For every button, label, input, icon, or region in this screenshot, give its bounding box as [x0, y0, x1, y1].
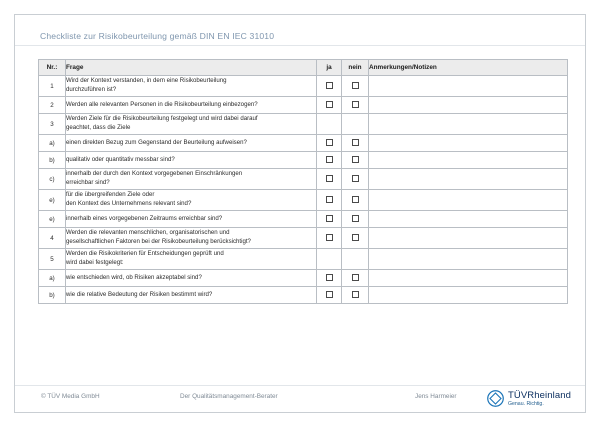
question-line: wird dabei festgelegt:: [66, 259, 124, 266]
table-header: [39, 60, 568, 76]
table-row: [39, 114, 568, 135]
row-number: 1: [39, 76, 66, 97]
cell-anmerkungen[interactable]: [369, 169, 568, 190]
table-row: [39, 211, 568, 228]
checkbox-nein[interactable]: [352, 139, 359, 146]
row-number: 3: [39, 114, 66, 135]
row-question: [66, 76, 317, 97]
cell-ja: [317, 76, 342, 97]
row-number: a): [39, 135, 66, 152]
row-number: 5: [39, 249, 66, 270]
question-line: geachtet, dass die Ziele: [66, 124, 131, 131]
row-question: [66, 228, 317, 249]
row-question: [66, 249, 317, 270]
cell-nein: [342, 190, 369, 211]
checkbox-ja[interactable]: [326, 101, 333, 108]
cell-nein: [342, 287, 369, 304]
cell-anmerkungen[interactable]: [369, 190, 568, 211]
question-line: Werden die relevanten menschlichen, organisatorischen und: [66, 229, 230, 237]
tuv-rheinland-logo: [487, 388, 573, 412]
row-number: 2: [39, 97, 66, 114]
row-question: [66, 169, 317, 190]
page-footer: [15, 386, 585, 413]
cell-anmerkungen[interactable]: [369, 135, 568, 152]
table-row: [39, 228, 568, 249]
table-row: [39, 270, 568, 287]
row-number: 4: [39, 228, 66, 249]
question-line: innerhalb eines vorgegebenen Zeitraums erreichbar sind?: [66, 214, 223, 222]
cell-nein: [342, 228, 369, 249]
cell-ja: [317, 114, 342, 135]
checkbox-ja[interactable]: [326, 156, 333, 163]
footer-publication: Der Qualitätsmanagement-Berater: [180, 393, 278, 400]
row-question: [66, 190, 317, 211]
cell-nein: [342, 211, 369, 228]
question-line: innerhalb der durch den Kontext vorgegebenen Einschränkungen: [66, 170, 243, 178]
cell-anmerkungen[interactable]: [369, 287, 568, 304]
column-header-anmerkungen: Anmerkungen/Notizen: [369, 60, 568, 76]
cell-ja: [317, 190, 342, 211]
table-header-row: [39, 60, 568, 76]
table-row: [39, 97, 568, 114]
checkbox-ja[interactable]: [326, 82, 333, 89]
question-line: für die übergreifenden Ziele oder: [66, 191, 155, 199]
question-line: erreichbar sind?: [66, 179, 110, 186]
table-row: [39, 190, 568, 211]
cell-ja: [317, 152, 342, 169]
row-number: e): [39, 211, 66, 228]
cell-anmerkungen[interactable]: [369, 228, 568, 249]
checkbox-nein[interactable]: [352, 101, 359, 108]
cell-ja: [317, 169, 342, 190]
checkbox-ja[interactable]: [326, 139, 333, 146]
row-question: [66, 97, 317, 114]
row-number: e): [39, 190, 66, 211]
cell-anmerkungen[interactable]: [369, 249, 568, 270]
cell-anmerkungen[interactable]: [369, 76, 568, 97]
cell-nein: [342, 76, 369, 97]
checkbox-nein[interactable]: [352, 175, 359, 182]
cell-anmerkungen[interactable]: [369, 152, 568, 169]
cell-ja: [317, 97, 342, 114]
cell-anmerkungen[interactable]: [369, 114, 568, 135]
question-line: Werden Ziele für die Risikobeurteilung festgelegt und wird dabei darauf: [66, 115, 258, 123]
checkbox-nein[interactable]: [352, 291, 359, 298]
checkbox-ja[interactable]: [326, 274, 333, 281]
question-line: wie entschieden wird, ob Risiken akzeptabel sind?: [66, 273, 202, 281]
cell-ja: [317, 135, 342, 152]
cell-ja: [317, 270, 342, 287]
cell-anmerkungen[interactable]: [369, 270, 568, 287]
checkbox-nein[interactable]: [352, 196, 359, 203]
question-line: den Kontext des Unternehmens relevant sind?: [66, 200, 192, 207]
row-question: [66, 211, 317, 228]
table-body: [39, 76, 568, 304]
logo-brand-text: TÜVRheinland: [508, 390, 571, 401]
column-header-nein: nein: [342, 60, 369, 76]
cell-nein: [342, 249, 369, 270]
table-row: [39, 169, 568, 190]
question-line: qualitativ oder quantitativ messbar sind?: [66, 155, 175, 163]
question-line: Werden die Risikokriterien für Entscheidungen geprüft und: [66, 250, 224, 258]
page-title: Checkliste zur Risikobeurteilung gemäß DIN EN IEC 31010: [40, 31, 275, 41]
table-row: [39, 76, 568, 97]
cell-nein: [342, 97, 369, 114]
cell-ja: [317, 211, 342, 228]
table-row: [39, 152, 568, 169]
question-line: durchzuführen ist?: [66, 86, 117, 93]
row-number: b): [39, 287, 66, 304]
title-divider: [15, 45, 585, 46]
question-line: Wird der Kontext verstanden, in dem eine Risikobeurteilung: [66, 77, 227, 85]
row-number: b): [39, 152, 66, 169]
table-row: [39, 135, 568, 152]
table-row: [39, 287, 568, 304]
column-header-nr: Nr.:: [39, 60, 66, 76]
checkbox-nein[interactable]: [352, 274, 359, 281]
row-number: c): [39, 169, 66, 190]
question-line: gesellschaftlichen Faktoren bei der Risikobeurteilung berücksichtigt?: [66, 238, 251, 245]
cell-nein: [342, 135, 369, 152]
table-row: [39, 249, 568, 270]
cell-anmerkungen[interactable]: [369, 97, 568, 114]
checkbox-nein[interactable]: [352, 156, 359, 163]
cell-nein: [342, 152, 369, 169]
row-question: [66, 287, 317, 304]
row-number: a): [39, 270, 66, 287]
question-line: Werden alle relevanten Personen in die Risikobeurteilung einbezogen?: [66, 100, 258, 108]
footer-copyright: © TÜV Media GmbH: [41, 393, 100, 400]
checkbox-nein[interactable]: [352, 215, 359, 222]
question-line: einen direkten Bezug zum Gegenstand der Beurteilung aufweisen?: [66, 138, 247, 146]
cell-nein: [342, 114, 369, 135]
column-header-frage: Frage: [66, 60, 317, 76]
cell-ja: [317, 287, 342, 304]
question-line: wie die relative Bedeutung der Risiken bestimmt wird?: [66, 290, 213, 298]
row-question: [66, 135, 317, 152]
checkbox-ja[interactable]: [326, 175, 333, 182]
checkbox-nein[interactable]: [352, 234, 359, 241]
tuv-logo-mark-icon: [487, 390, 504, 407]
checkbox-ja[interactable]: [326, 291, 333, 298]
row-question: [66, 152, 317, 169]
checklist-table: [38, 59, 568, 304]
cell-nein: [342, 169, 369, 190]
footer-author: Jens Harmeier: [415, 393, 457, 400]
checkbox-ja[interactable]: [326, 234, 333, 241]
logo-slogan-text: Genau. Richtig.: [508, 401, 544, 407]
cell-ja: [317, 249, 342, 270]
row-question: [66, 114, 317, 135]
cell-anmerkungen[interactable]: [369, 211, 568, 228]
row-question: [66, 270, 317, 287]
checkbox-nein[interactable]: [352, 82, 359, 89]
cell-nein: [342, 270, 369, 287]
cell-ja: [317, 228, 342, 249]
checkbox-ja[interactable]: [326, 215, 333, 222]
checkbox-ja[interactable]: [326, 196, 333, 203]
column-header-ja: ja: [317, 60, 342, 76]
